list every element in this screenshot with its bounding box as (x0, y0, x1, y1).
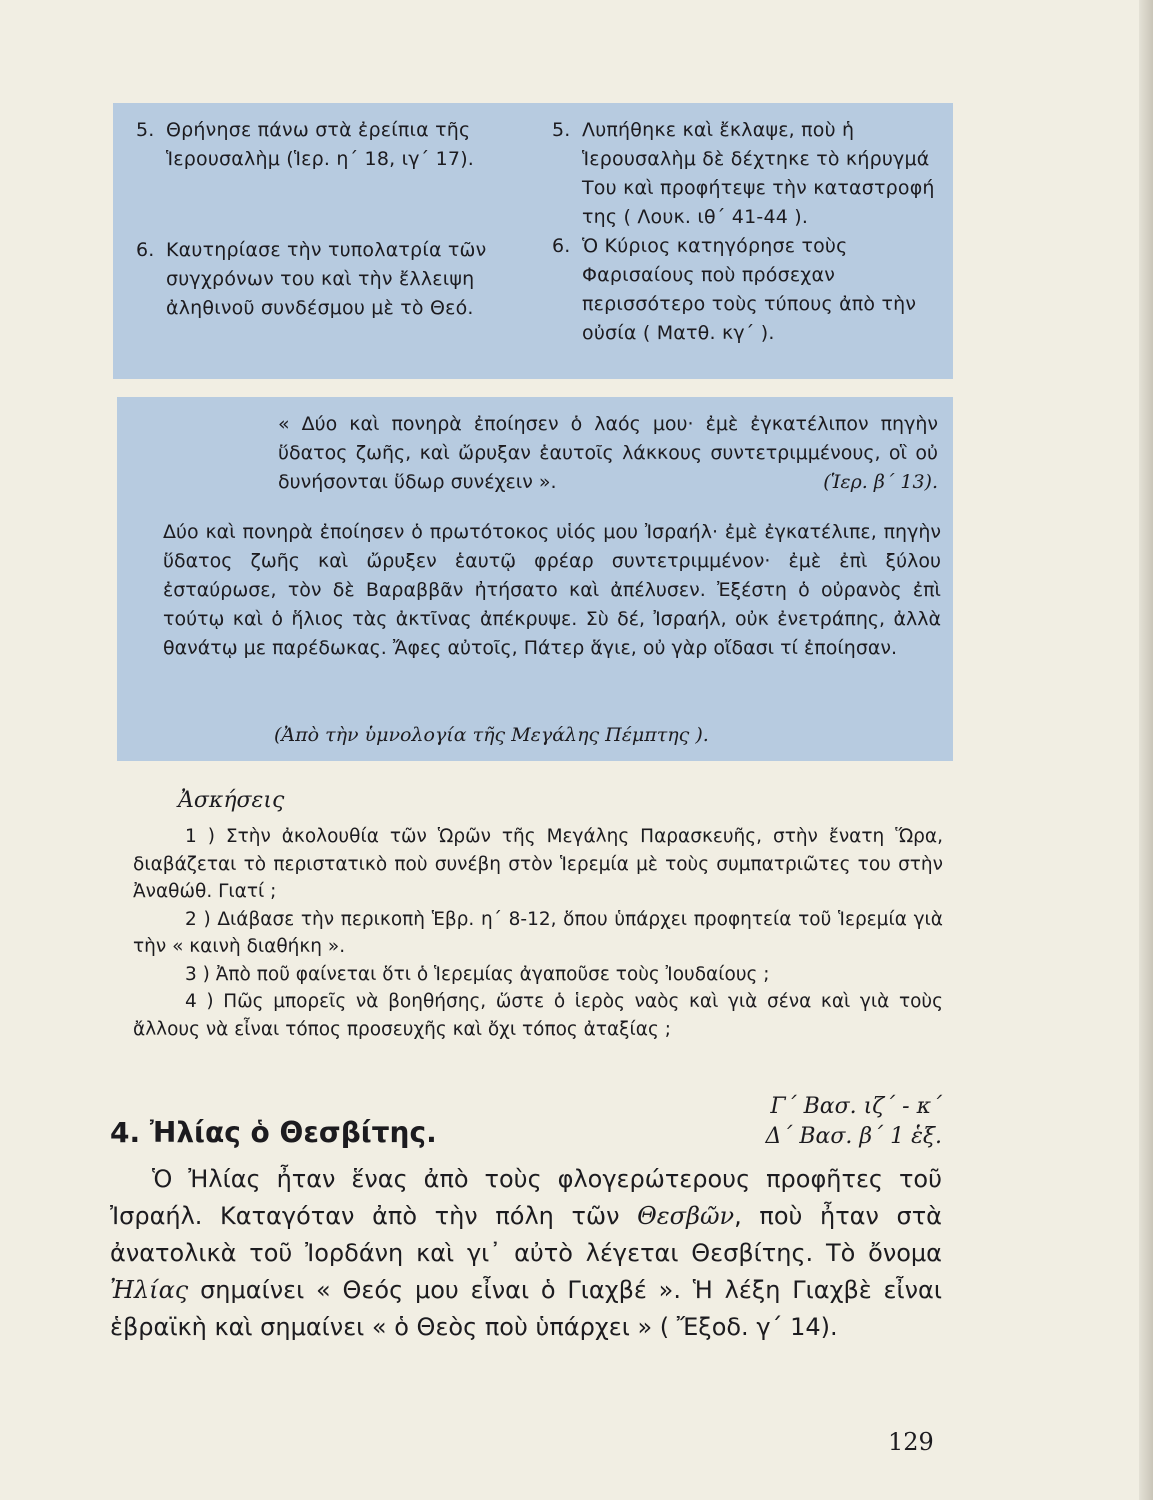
page-number: 129 (888, 1428, 934, 1456)
reference-line: Γ΄ Βασ. ιζ΄ - κ΄ (770, 1094, 942, 1119)
comparison-left-column (136, 116, 514, 323)
item-text: Ὁ Κύριος κατηγόρησε τοὺς Φαρισαίους ποὺ πρόσεχαν περισσότερο τοὺς τύπους ἀπὸ τὴν οὐσία ( Ματθ. κγ΄ ). (582, 235, 917, 344)
hymnology-quote: Δύο καὶ πονηρὰ ἐποίησεν ὁ πρωτότοκος υἱός μου Ἰσραήλ· ἐμὲ ἐγκατέλιπε, πηγὴν ὕδατος ζωῆς καὶ ὤρυξεν ἑαυτῷ φρέαρ συντετριμμένον· ἐμὲ ἐπὶ ξύλου ἐσταύρωσε, τὸν δὲ Βαραββᾶν ἠτήσατο καὶ ἀπέλυσεν. Ἐξέστη ὁ οὐρανὸς ἐπὶ τούτῳ καὶ ὁ ἥλιος τὰς ἀκτῖνας ἀπέκρυψε. Σὺ δέ, Ἰσραήλ, οὐκ ἐνετράπης, ἀλλὰ θανάτῳ με παρέδωκας. Ἄφες αὐτοῖς, Πάτερ ἅγιε, οὐ γὰρ οἴδασι τί ἐποίησαν. (163, 521, 941, 659)
exercise-item: 2 ) Διάβασε τὴν περικοπὴ Ἑβρ. η΄ 8-12, ὅπου ὑπάρχει προφητεία τοῦ Ἱερεμία γιὰ τὴν « καινὴ διαθήκη ». (133, 908, 943, 957)
page-edge-shadow (1139, 0, 1153, 1500)
item-number: 5. (136, 119, 155, 141)
body-paragraph: Ὁ Ἠλίας ἦταν ἕνας ἀπὸ τοὺς φλογερώτερους προφῆτες τοῦ Ἰσραήλ. Καταγόταν ἀπὸ τὴν πόλη τῶν Θεσβῶν, ποὺ ἦταν στὰ ἀνατολικὰ τοῦ Ἰορδάνη καὶ γι᾽ αὐτὸ λέγεται Θεσβίτης. Τὸ ὄνομα Ἠλίας σημαίνει « Θεός μου εἶναι ὁ Γιαχβέ ». Ἡ λέξη Γιαχβὲ εἶναι ἑβραϊκὴ καὶ σημαίνει « ὁ Θεὸς ποὺ ὑπάρχει » ( Ἔξοδ. γ΄ 14). (110, 1165, 943, 1341)
exercise-item: 3 ) Ἀπὸ ποῦ φαίνεται ὅτι ὁ Ἱερεμίας ἀγαποῦσε τοὺς Ἰουδαίους ; (185, 963, 770, 985)
exercise-item: 4 ) Πῶς μπορεῖς νὰ βοηθήσης, ὥστε ὁ ἱερὸς ναὸς καὶ γιὰ σένα καὶ γιὰ τοὺς ἄλλους νὰ εἶναι τόπος προσευχῆς καὶ ὄχι τόπος ἀταξίας ; (133, 991, 943, 1040)
list-item (552, 232, 936, 348)
list-item (136, 236, 514, 323)
exercises-list (133, 823, 943, 1043)
item-number: 6. (552, 235, 571, 257)
item-text: Καυτηρίασε τὴν τυπολατρία τῶν συγχρόνων του καὶ τὴν ἔλλειψη ἀληθινοῦ συνδέσμου μὲ τὸ Θεό. (166, 239, 487, 319)
reference-line: Δ΄ Βασ. β΄ 1 ἑξ. (765, 1124, 942, 1149)
jeremiah-quote (278, 410, 938, 497)
comparison-right-column (552, 116, 936, 348)
quote-citation: (Ἱερ. β΄ 13). (823, 471, 938, 493)
quote-text: « Δύο καὶ πονηρὰ ἐποίησεν ὁ λαός μου· ἐμὲ ἐγκατέλιπον πηγὴν ὕδατος ζωῆς, καὶ ὤρυξαν ἑαυτοῖς λάκκους συντετριμμένους, οἳ οὐ δυνήσονται ὕδωρ συνέχειν ». (278, 413, 938, 493)
hymnology-citation: (Ἀπὸ τὴν ὑμνολογία τῆς Μεγάλης Πέμπτης ). (274, 724, 709, 746)
exercises-heading: Ἀσκήσεις (178, 788, 285, 813)
item-number: 6. (136, 239, 155, 261)
list-item (136, 116, 514, 174)
item-text: Θρήνησε πάνω στὰ ἐρείπια τῆς Ἱερουσαλὴμ (Ἱερ. η΄ 18, ιγ΄ 17). (166, 119, 475, 170)
scripture-references (720, 1092, 942, 1152)
item-number: 5. (552, 119, 571, 141)
exercise-item: 1 ) Στὴν ἀκολουθία τῶν Ὡρῶν τῆς Μεγάλης Παρασκευῆς, στὴν ἔνατη Ὥρα, διαβάζεται τὸ περιστατικὸ ποὺ συνέβη στὸν Ἱερεμία μὲ τοὺς συμπατριῶτες του στὴν Ἀναθώθ. Γιατί ; (133, 826, 943, 902)
section-title: 4. Ἠλίας ὁ Θεσβίτης. (110, 1116, 437, 1149)
item-text: Λυπήθηκε καὶ ἔκλαψε, ποὺ ἡ Ἱερουσαλὴμ δὲ δέχτηκε τὸ κήρυγμά Του καὶ προφήτεψε τὴν καταστροφή της ( Λουκ. ιθ΄ 41-44 ). (582, 119, 935, 228)
emphasis-text: Ἠλίας (110, 1276, 189, 1304)
emphasis-text: Θεσβῶν (637, 1202, 735, 1230)
list-item (552, 116, 936, 232)
